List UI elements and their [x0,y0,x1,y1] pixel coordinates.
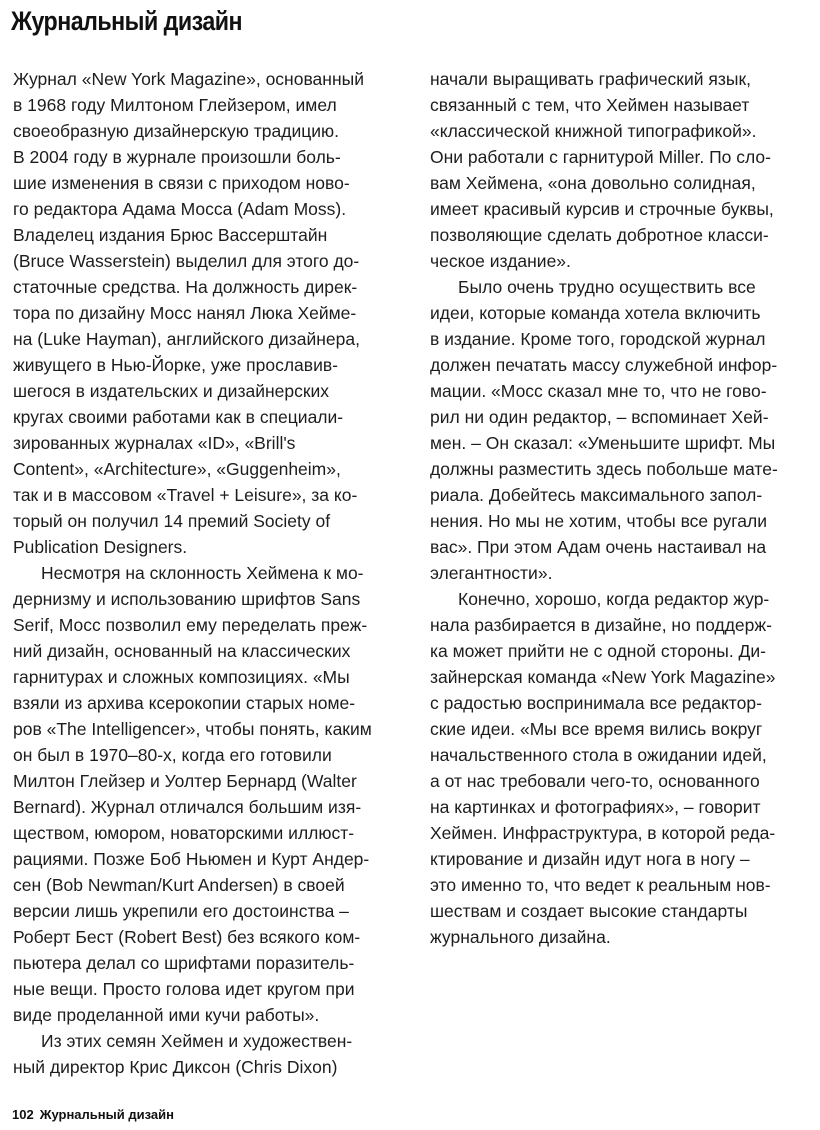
text-line: гарнитурах и сложных композициях. «Мы [13,667,350,687]
text-line: взяли из архива ксерокопии старых номе- [13,693,356,713]
text-line: вас». При этом Адам очень настаивал на [430,537,767,557]
text-line: В 2004 году в журнале произошли боль- [13,147,341,167]
text-line: го редактора Адама Мосса (Adam Moss). [13,199,347,219]
text-line: начали выращивать графический язык, [430,69,751,89]
text-line: виде проделанной ими кучи работы». [13,1005,320,1025]
text-line: связанный с тем, что Хеймен называет [430,95,750,115]
text-line: ка может прийти не с одной стороны. Ди- [430,641,767,661]
page-number: 102 [12,1107,34,1122]
text-line: начальственного стола в ожидании идей, [430,745,767,765]
text-line: Из этих семян Хеймен и художествен- [41,1031,353,1051]
article-column-left [13,66,388,1080]
text-line: шегося в издательских и дизайнерских [13,381,330,401]
text-line: рациями. Позже Боб Ньюмен и Курт Андер- [13,849,370,869]
text-line: Publication Designers. [13,537,188,557]
text-line: а от нас требовали чего-то, основанного [430,771,760,791]
text-line: живущего в Нью-Йорке, уже прославив- [13,355,338,375]
text-line: риала. Добейтесь максимального запол- [430,485,763,505]
text-line: шие изменения в связи с приходом ново- [13,173,350,193]
text-line: Bernard). Журнал отличался большим изя- [13,797,362,817]
text-line: ческое издание». [430,251,571,271]
text-line: ний дизайн, основанный на классических [13,641,351,661]
text-line: нала разбирается в дизайне, но поддерж- [430,615,772,635]
text-line: Serif, Мосс позволил ему переделать преж- [13,615,368,635]
text-line: нения. Но мы не хотим, чтобы все ругали [430,511,768,531]
text-line: дернизму и использованию шрифтов Sans [13,589,361,609]
text-line: Конечно, хорошо, когда редактор жур- [458,589,770,609]
text-line: Они работали с гарнитурой Miller. По сло- [430,147,771,167]
text-line: мации. «Мосс сказал мне то, что не гово- [430,381,767,401]
text-line: в 1968 году Милтоном Глейзером, имел [13,95,337,115]
text-line: ров «The Intelligencer», чтобы понять, каким [13,719,372,739]
text-line: журнального дизайна. [430,927,611,947]
text-line: элегантности». [430,563,553,583]
text-line: имеет красивый курсив и строчные буквы, [430,199,774,219]
text-line: статочные средства. На должность дирек- [13,277,358,297]
text-line: (Bruce Wasserstein) выделил для этого до- [13,251,360,271]
text-line: ществом, юмором, новаторскими иллюст- [13,823,355,843]
text-line: ктирование и дизайн идут нога в ногу – [430,849,750,869]
text-line: сен (Bob Newman/Kurt Andersen) в своей [13,875,345,895]
text-line: своеобразную дизайнерскую традицию. [13,121,340,141]
article-column-right [430,66,808,950]
text-line: Роберт Бест (Robert Best) без всякого ком- [13,927,361,947]
text-line: так и в массовом «Travel + Leisure», за ко- [13,485,358,505]
text-line: Хеймен. Инфраструктура, в которой реда- [430,823,776,843]
text-line: Было очень трудно осуществить все [458,277,756,297]
page-title: Журнальный дизайн [11,6,243,36]
text-line: ные вещи. Просто голова идет кругом при [13,979,355,999]
text-line: зайнерская команда «New York Magazine» [430,667,776,687]
text-line: позволяющие сделать добротное класси- [430,225,769,245]
text-line: с радостью воспринимала все редактор- [430,693,762,713]
text-line: «классической книжной типографикой». [430,121,757,141]
text-line: на (Luke Hayman), английского дизайнера, [13,329,360,349]
text-line: должен печатать массу служебной инфор- [430,355,778,375]
text-line: Журнал «New York Magazine», основанный [13,69,364,89]
text-line: шествам и создает высокие стандарты [430,901,748,921]
text-line: пьютера делал со шрифтами поразитель- [13,953,355,973]
text-line: Владелец издания Брюс Вассерштайн [13,225,328,245]
text-line: в издание. Кроме того, городской журнал [430,329,766,349]
text-line: рил ни один редактор, – вспоминает Хей- [430,407,769,427]
text-line: он был в 1970–80-х, когда его готовили [13,745,332,765]
text-line: идеи, которые команда хотела включить [430,303,761,323]
page-footer [12,1107,174,1122]
text-line: Content», «Architecture», «Guggenheim», [13,459,341,479]
text-line: это именно то, что ведет к реальным нов- [430,875,771,895]
text-line: зированных журналах «ID», «Brill's [13,433,296,453]
text-line: вам Хеймена, «она довольно солидная, [430,173,756,193]
text-line: Несмотря на склонность Хеймена к мо- [41,563,364,583]
text-line: ские идеи. «Мы все время вились вокруг [430,719,763,739]
text-line: Милтон Глейзер и Уолтер Бернард (Walter [13,771,357,791]
text-line: кругах своими работами как в специали- [13,407,344,427]
text-line: на картинках и фотографиях», – говорит [430,797,761,817]
text-line: мен. – Он сказал: «Уменьшите шрифт. Мы [430,433,776,453]
text-line: ный директор Крис Диксон (Chris Dixon) [13,1057,338,1077]
running-footer-section: Журнальный дизайн [39,1107,174,1122]
text-line: торый он получил 14 премий Society of [13,511,331,531]
text-line: версии лишь укрепили его достоинства – [13,901,349,921]
text-line: должны разместить здесь побольше мате- [430,459,778,479]
text-line: тора по дизайну Мосс нанял Люка Хейме- [13,303,357,323]
